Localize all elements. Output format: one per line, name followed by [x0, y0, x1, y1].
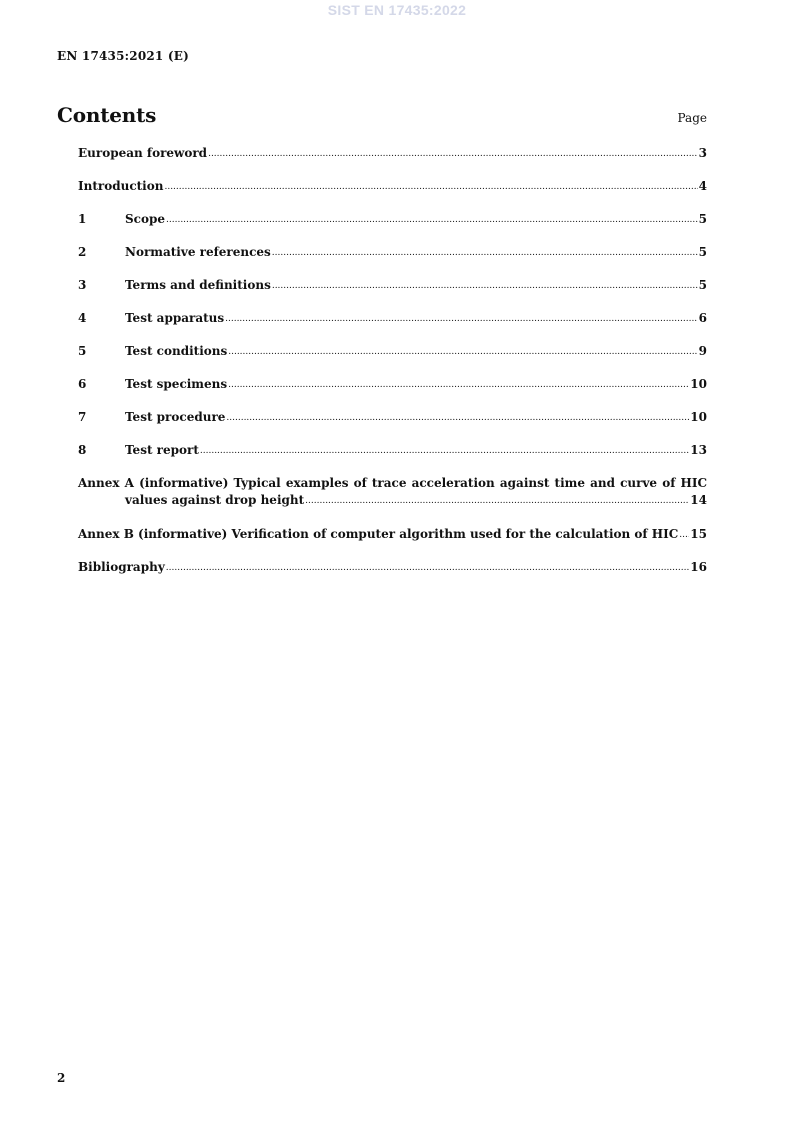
toc-leader-dots [272, 245, 698, 262]
toc-entry-page: 5 [698, 245, 707, 259]
contents-title: Contents [57, 103, 157, 127]
toc-entry-test-conditions[interactable] [78, 343, 707, 360]
toc-entry-number: 3 [78, 278, 87, 292]
toc-entry-european-foreword[interactable] [78, 145, 707, 162]
toc-entry-annex-a-title[interactable]: Annex A (informative) Typical examples of trace acceleration against time and curve of HIC [78, 476, 707, 490]
toc-entry-number: 4 [78, 311, 87, 325]
toc-leader-dots [679, 527, 689, 544]
toc-entry-title: Scope [125, 212, 166, 226]
toc-entry-page: 14 [690, 493, 707, 507]
document-identifier: EN 17435:2021 (E) [57, 49, 189, 63]
toc-leader-dots [225, 311, 698, 328]
toc-leader-dots [164, 179, 697, 196]
toc-leader-dots [226, 410, 689, 427]
toc-entry-title: values against drop height [125, 493, 305, 507]
toc-entry-title: Normative references [125, 245, 271, 259]
toc-entry-test-apparatus[interactable] [78, 310, 707, 327]
toc-entry-title: Introduction [78, 179, 164, 193]
toc-entry-title: Terms and definitions [125, 278, 271, 292]
toc-entry-bibliography[interactable] [78, 559, 707, 576]
toc-entry-number: 6 [78, 377, 87, 391]
toc-leader-dots [166, 212, 698, 229]
toc-entry-title: Bibliography [78, 560, 165, 574]
toc-entry-title: Annex B (informative) Verification of computer algorithm used for the calculation of HIC [78, 527, 679, 541]
toc-entry-number: 5 [78, 344, 87, 358]
watermark: SIST EN 17435:2022 [327, 2, 467, 18]
toc-leader-dots [272, 278, 698, 295]
toc-leader-dots [166, 560, 690, 577]
page-number: 2 [57, 1071, 66, 1085]
toc-leader-dots [200, 443, 689, 460]
toc-entry-number: 7 [78, 410, 87, 424]
toc-entry-title: Test report [125, 443, 199, 457]
toc-entry-scope[interactable] [78, 211, 707, 228]
toc-leader-dots [228, 344, 697, 361]
toc-entry-title: Test procedure [125, 410, 226, 424]
toc-entry-page: 5 [698, 212, 707, 226]
toc-entry-test-report[interactable] [78, 442, 707, 459]
toc-entry-test-procedure[interactable] [78, 409, 707, 426]
toc-entry-title: Test specimens [125, 377, 228, 391]
toc-leader-dots [305, 493, 689, 510]
toc-entry-annex-a-continuation[interactable] [125, 492, 707, 509]
toc-entry-test-specimens[interactable] [78, 376, 707, 393]
toc-entry-page: 10 [690, 410, 707, 424]
toc-entry-page: 15 [690, 527, 707, 541]
toc-leader-dots [228, 377, 689, 394]
toc-leader-dots [208, 146, 698, 163]
toc-entry-page: 13 [690, 443, 707, 457]
page-column-label: Page [677, 111, 707, 125]
toc-entry-page: 9 [698, 344, 707, 358]
toc-entry-terms-and-definitions[interactable] [78, 277, 707, 294]
toc-entry-page: 16 [690, 560, 707, 574]
toc-entry-page: 5 [698, 278, 707, 292]
toc-entry-number: 1 [78, 212, 87, 226]
toc-entry-title: European foreword [78, 146, 208, 160]
toc-entry-number: 2 [78, 245, 87, 259]
toc-entry-page: 4 [698, 179, 707, 193]
toc-entry-title: Test apparatus [125, 311, 225, 325]
toc-entry-normative-references[interactable] [78, 244, 707, 261]
toc-entry-page: 6 [698, 311, 707, 325]
toc-entry-number: 8 [78, 443, 87, 457]
toc-entry-page: 10 [690, 377, 707, 391]
toc-entry-title: Test conditions [125, 344, 228, 358]
toc-entry-introduction[interactable] [78, 178, 707, 195]
toc-entry-annex-b[interactable] [78, 526, 707, 543]
toc-entry-page: 3 [698, 146, 707, 160]
